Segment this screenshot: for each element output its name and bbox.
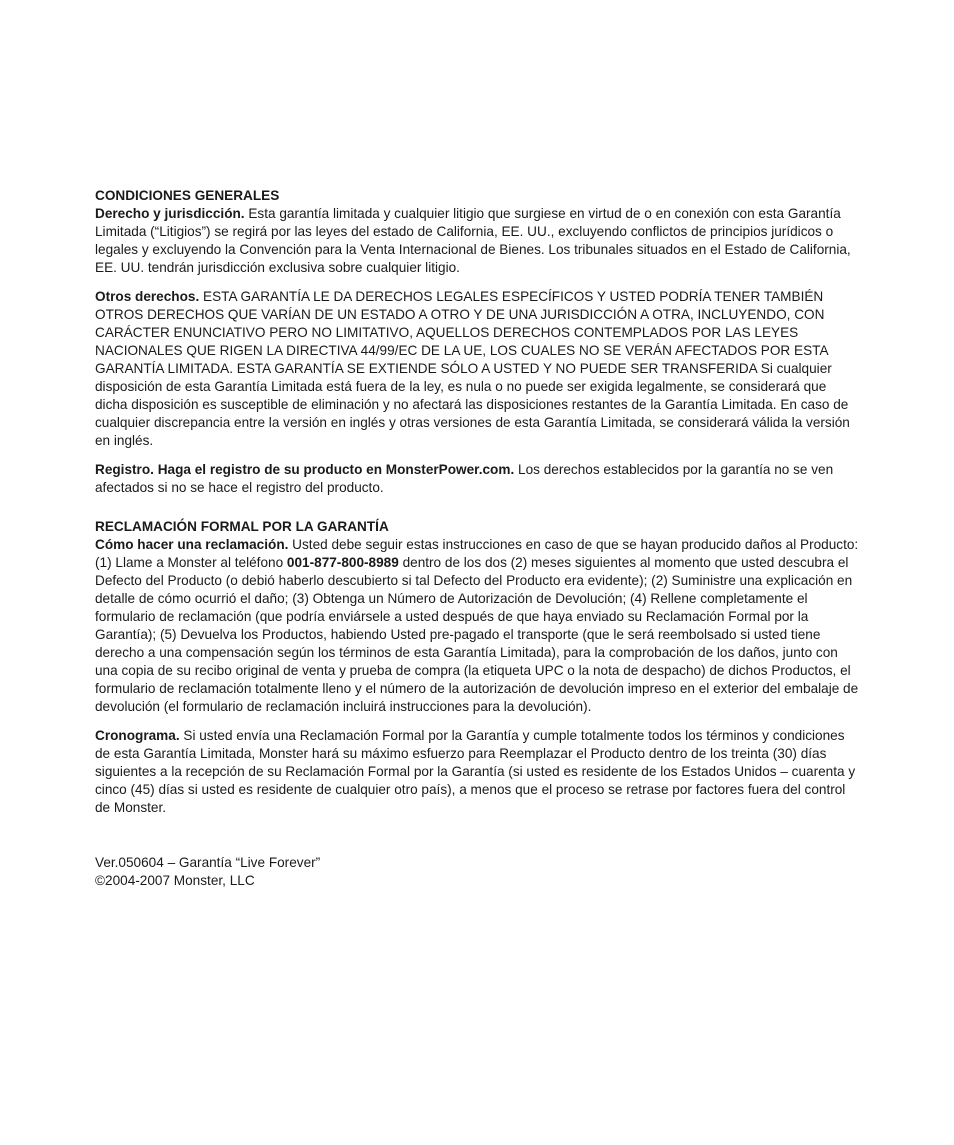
general-conditions-heading: CONDICIONES GENERALES [95,188,280,203]
timeline-label: Cronograma. [95,728,180,743]
copyright-line: ©2004-2007 Monster, LLC [95,873,255,888]
version-line: Ver.050604 – Garantía “Live Forever” [95,855,321,870]
warranty-claim-heading: RECLAMACIÓN FORMAL POR LA GARANTÍA [95,519,389,534]
warranty-claim-section [95,518,860,817]
registration-label: Registro. Haga el registro de su producto en MonsterPower.com. [95,462,515,477]
how-to-claim-paragraph [95,536,860,716]
timeline-text: Si usted envía una Reclamación Formal por la Garantía y cumple totalmente todos los términos y condiciones de esta Garantía Limitada, Monster hará su máximo esfuerzo para Reemplazar el Producto dentro de los treinta (30) días siguientes a la recepción de su Reclamación Formal por la Garantía (si usted es residente de los Estados Unidos – cuarenta y cinco (45) días si usted es residente de cualquier otro país), a menos que el proceso se retrase por factores fuera del control de Monster. [95,728,856,815]
registration-paragraph [95,461,860,497]
other-rights-text: ESTA GARANTÍA LE DA DERECHOS LEGALES ESPECÍFICOS Y USTED PODRÍA TENER TAMBIÉN OTROS DERECHOS QUE VARÍAN DE UN ESTADO A OTRO Y DE UNA JURISDICCIÓN A OTRA, INCLUYENDO, CON CARÁCTER ENUNCIATIVO PERO NO LIMITATIVO, AQUELLOS DERECHOS CONTEMPLADOS POR LAS LEYES NACIONALES QUE RIGEN LA DIRECTIVA 44/99/EC DE LA UE, LOS CUALES NO SE VERÁN AFECTADOS POR ESTA GARANTÍA LIMITADA. ESTA GARANTÍA SE EXTIENDE SÓLO A USTED Y NO PUEDE SER TRANSFERIDA Si cualquier disposición de esta Garantía Limitada está fuera de la ley, es nula o no puede ser exigida legalmente, se considerará que dicha disposición es susceptible de eliminación y no afectará las disposiciones restantes de la Garantía Limitada. En caso de cualquier discrepancia entre la versión en inglés y otras versiones de esta Garantía Limitada, se considerará válida la versión en inglés. [95,289,850,448]
phone-number: 001-877-800-8989 [286,555,399,570]
timeline-paragraph [95,727,860,817]
other-rights-label: Otros derechos. [95,289,200,304]
jurisdiction-label: Derecho y jurisdicción. [95,206,245,221]
document-footer [95,854,860,890]
general-conditions-section [95,187,860,497]
how-to-claim-text-before: Usted debe seguir estas instrucciones en caso de que se hayan producido daños al Producto: (1) Llame a Monster al teléfono [95,537,859,570]
how-to-claim-label: Cómo hacer una reclamación. [95,537,289,552]
how-to-claim-text-after: dentro de los dos (2) meses siguientes al momento que usted descubra el Defecto del Producto (o debió haberlo descubierto si tal Defecto del Producto era evidente); (2) Suministre una explicación en detalle de cómo ocurrió el daño; (3) Obtenga un Número de Autorización de Devolución; (4) Rellene completamente el formulario de reclamación (que podría enviársele a usted después de que haya enviado su Reclamación Formal por la Garantía); (5) Devuelva los Productos, habiendo Usted pre-pagado el transporte (que le será reembolsado si usted tiene derecho a una compensación según los términos de esta Garantía Limitada), para la comprobación de los daños, junto con una copia de su recibo original de venta y prueba de compra (la etiqueta UPC o la nota de despacho) de dichos Productos, el formulario de reclamación totalmente lleno y el número de la autorización de devolución impreso en el exterior del embalaje de devolución (el formulario de reclamación incluirá instrucciones para la devolución). [95,555,859,714]
registration-text: Los derechos establecidos por la garantía no se ven afectados si no se hace el registro del producto. [95,462,834,495]
warranty-document [95,187,860,890]
jurisdiction-text: Esta garantía limitada y cualquier litigio que surgiese en virtud de o en conexión con esta Garantía Limitada (“Litigios”) se regirá por las leyes del estado de California, EE. UU., excluyendo conflictos de principios jurídicos o legales y excluyendo la Convención para la Venta Internacional de Bienes. Los tribunales situados en el Estado de California, EE. UU. tendrán jurisdicción exclusiva sobre cualquier litigio. [95,206,851,275]
other-rights-paragraph [95,288,860,450]
jurisdiction-paragraph [95,205,860,277]
